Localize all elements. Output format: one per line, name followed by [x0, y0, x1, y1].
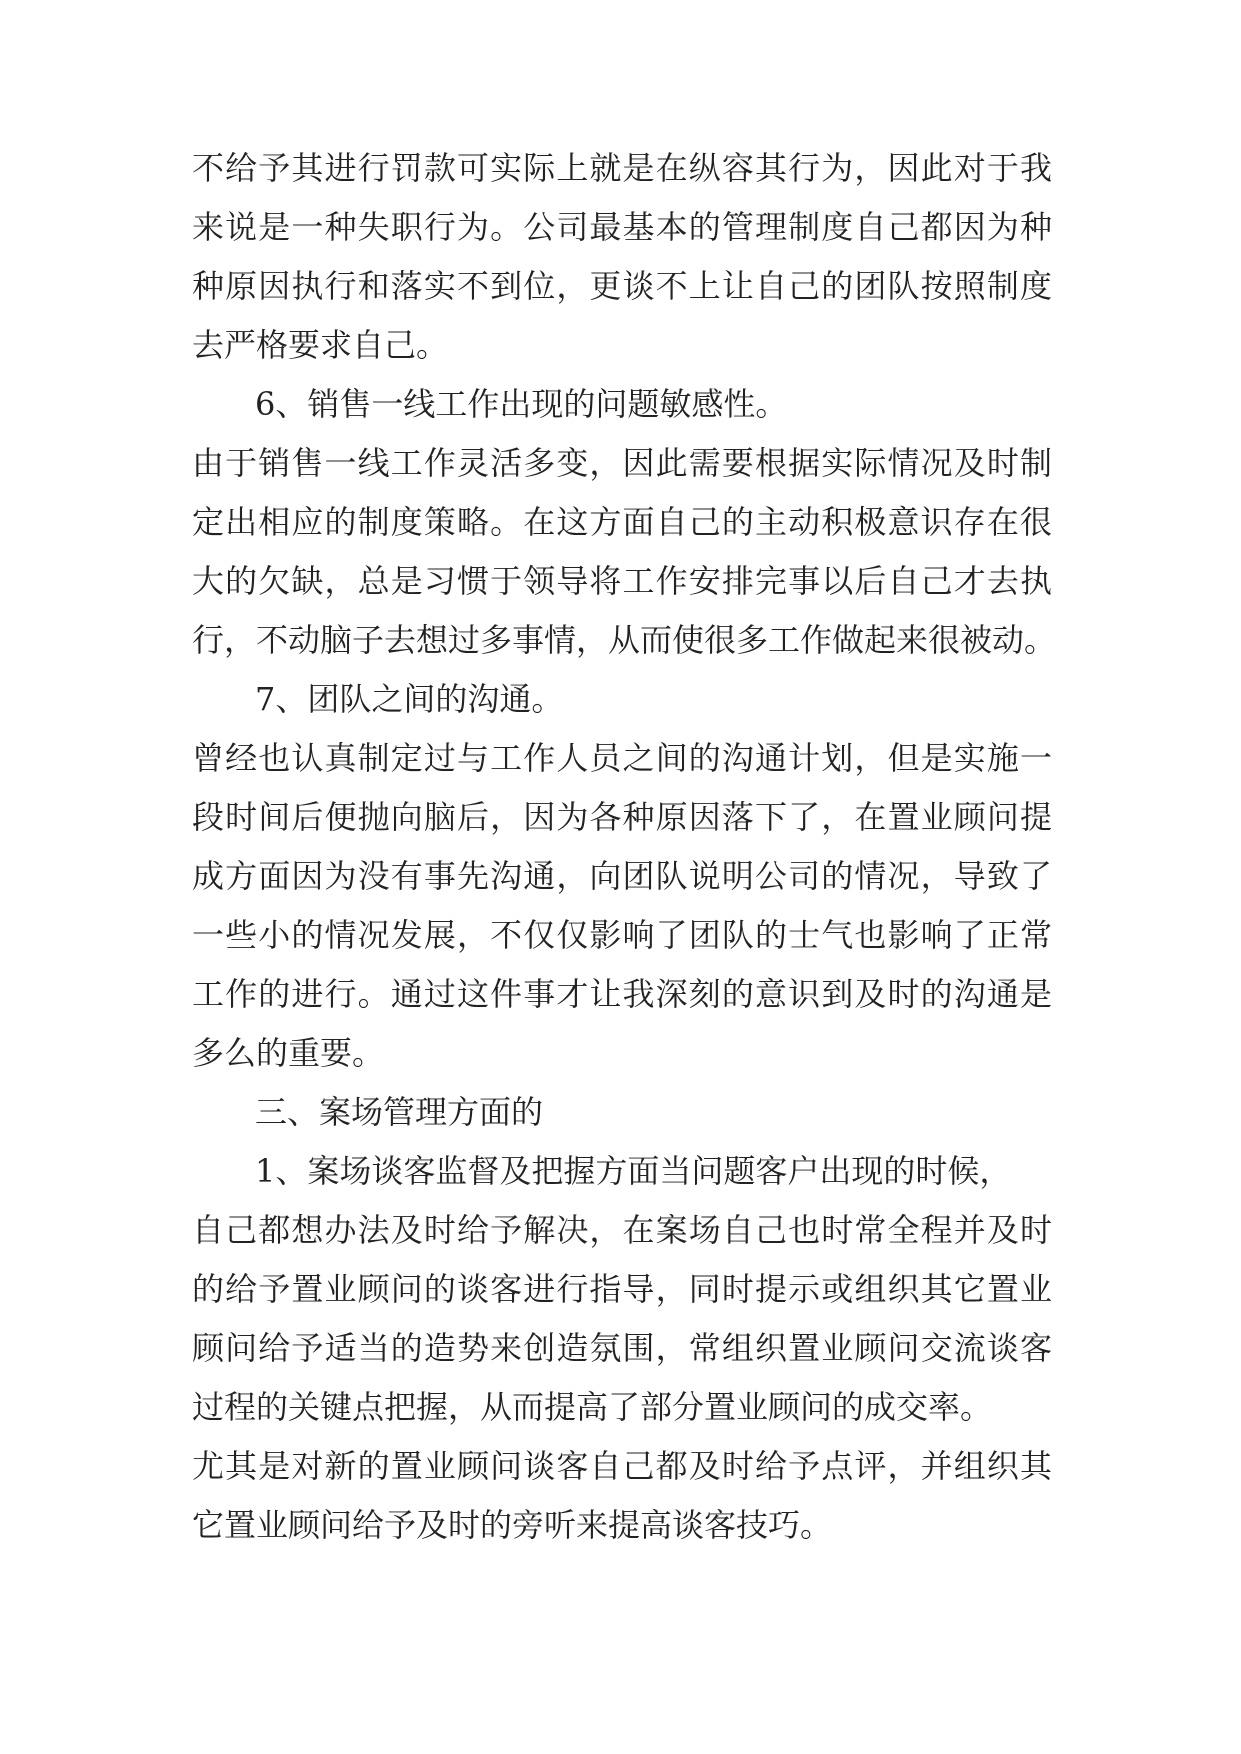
text-line-1: 不给予其进行罚款可实际上就是在纵容其行为，因此对于我: [192, 149, 1052, 187]
text-line-14: 一些小的情况发展，不仅仅影响了团队的士气也影响了正常: [192, 916, 1052, 954]
text-line-8: 大的欠缺，总是习惯于领导将工作安排完事以后自己才去执: [192, 562, 1052, 600]
text-line-16: 多么的重要。: [192, 1034, 385, 1072]
text-line-3: 种原因执行和落实不到位，更谈不上让自己的团队按照制度: [192, 267, 1052, 305]
text-line-20: 的给予置业顾问的谈客进行指导，同时提示或组织其它置业: [192, 1270, 1052, 1308]
text-line-24: 它置业顾问给予及时的旁听来提高谈客技巧。: [192, 1506, 833, 1544]
section-heading-3: 三、案场管理方面的: [255, 1093, 544, 1131]
text-line-2: 来说是一种失职行为。公司最基本的管理制度自己都因为种: [192, 208, 1052, 246]
text-line-23: 尤其是对新的置业顾问谈客自己都及时给予点评，并组织其: [192, 1447, 1052, 1485]
text-line-12: 段时间后便抛向脑后，因为各种原因落下了，在置业顾问提: [192, 798, 1052, 836]
text-line-19: 自己都想办法及时给予解决，在案场自己也时常全程并及时: [192, 1211, 1052, 1249]
text-line-18: 1、案场谈客监督及把握方面当问题客户出现的时候，: [255, 1152, 1012, 1190]
section-heading-7: 7、团队之间的沟通。: [255, 680, 564, 718]
text-line-22: 过程的关键点把握，从而提高了部分置业顾问的成交率。: [192, 1388, 993, 1426]
section-heading-6: 6、销售一线工作出现的问题敏感性。: [255, 385, 788, 423]
text-line-6: 由于销售一线工作灵活多变，因此需要根据实际情况及时制: [192, 444, 1052, 482]
text-line-9: 行，不动脑子去想过多事情，从而使很多工作做起来很被动。: [192, 621, 1057, 659]
text-line-7: 定出相应的制度策略。在这方面自己的主动积极意识存在很: [192, 503, 1052, 541]
text-line-13: 成方面因为没有事先沟通，向团队说明公司的情况，导致了: [192, 857, 1052, 895]
text-line-11: 曾经也认真制定过与工作人员之间的沟通计划，但是实施一: [192, 739, 1052, 777]
text-line-4: 去严格要求自己。: [192, 326, 449, 364]
text-line-15: 工作的进行。通过这件事才让我深刻的意识到及时的沟通是: [192, 975, 1052, 1013]
text-line-21: 顾问给予适当的造势来创造氛围，常组织置业顾问交流谈客: [192, 1329, 1052, 1367]
